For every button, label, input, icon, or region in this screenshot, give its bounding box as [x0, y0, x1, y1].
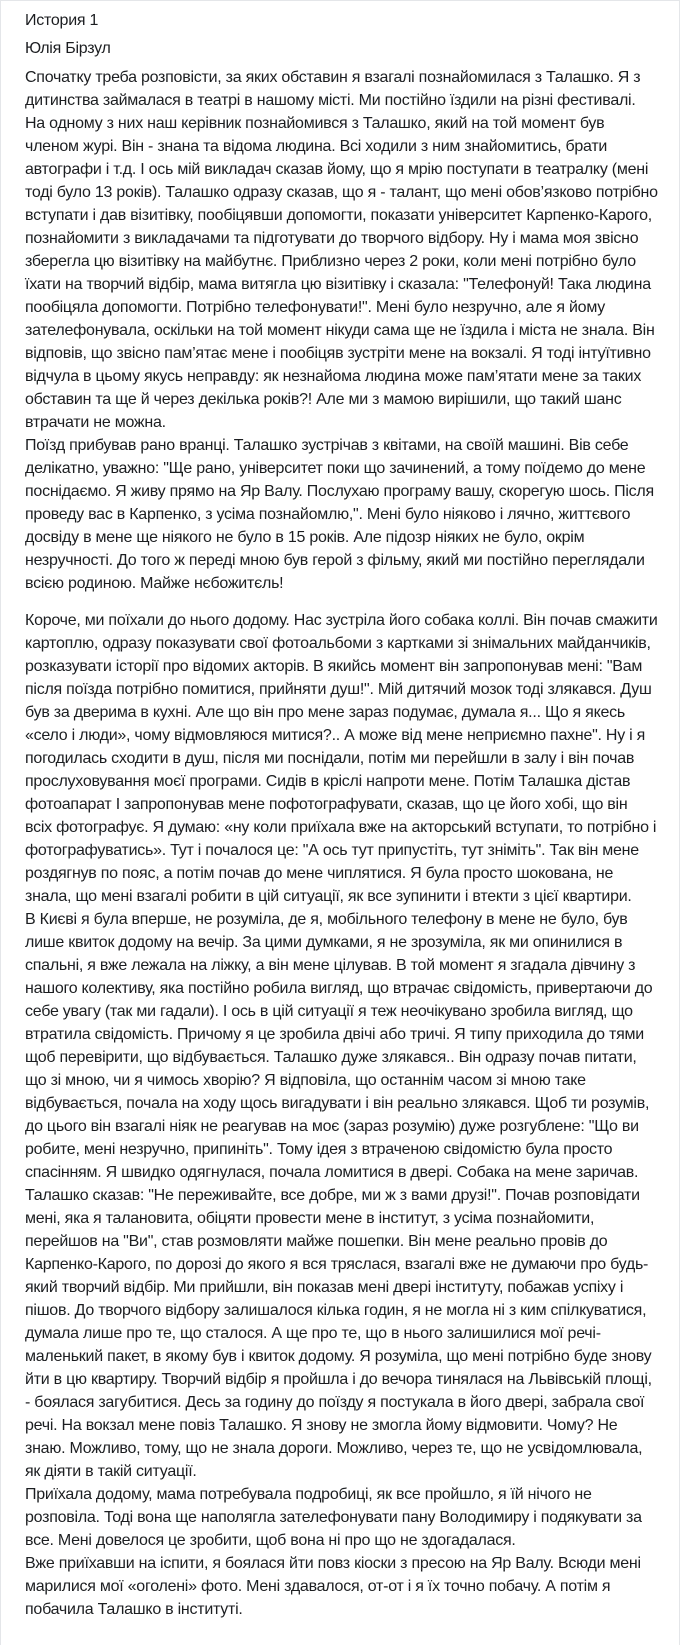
- story-paragraph: Вже приїхавши на іспити, я боялася йти повз кіоски з пресою на Яр Валу. Всюди мені марилися мої «оголені» фото. Мені здавалося, от-от і я їх точно побачу. А потім я побачила Талашко в інституті.: [25, 1555, 641, 1618]
- story-paragraph: Приїхала додому, мама потребувала подробиці, як все пройшло, я їй нічого не розповіла. Тоді вона ще наполягла зателефонувати пану Володимиру і подякувати за все. Мені довелося це зробити, щоб вона ні про що не здогадалася.: [25, 1486, 642, 1549]
- story-title: История 1: [25, 12, 99, 29]
- story-paragraph: Короче, ми поїхали до нього додому. Нас зустріла його собака коллі. Він почав смажити картоплю, одразу показувати свої фотоальбоми з картками зі знімальних майданчиків, розказувати історії про відомих акторів. В якийсь момент він запропонував мені: "Вам після поїзда потрібно помитися, прийняти душ!". Мій дитячий мозок тоді злякався. Душ був за дверима в кухні. Але що він про мене зараз подумає, думала я... Що я якесь «село і люди», чому відмовляюся митися?.. А може від мене неприємно пахне". Ну і я погодилась сходити в душ, після ми поснідали, потім ми перейшли в залу і він почав прослуховування моєї програми. Сидів в кріслі напроти мене. Потім Талашка дістав фотоапарат І запропонував мене пофотографувати, сказав, що це його хобі, що він всіх фотографує. Я думаю: «ну коли приїхала вже на акторський вступати, то потрібно і фотографуватись». Тут і почалося це: "А ось тут припустіть, тут зніміть". Так він мене роздягнув по пояс, а потім почав до мене чиплятися. Я була просто шокована, не знала, що мені взагалі робити в цій ситуації, як все зупинити і втекти з цієї квартири.: [25, 612, 658, 905]
- story-paragraph: Поїзд прибував рано вранці. Талашко зустрічав з квітами, на своїй машині. Вів себе делікатно, уважно: "Ще рано, університет поки що зачинений, а тому поїдемо до мене поснідаємо. Я живу прямо на Яр Валу. Послухаю програму вашу, скорегую шось. Після проведу вас в Карпенко, з усіма познайомлю,". Мені було ніяково і лячно, життєвого досвіду в мене ще ніякого не було в 15 років. Але підозр ніяких не було, окрім незручності. До того ж переді мною був герой з фільму, який ми постійно переглядали всією родиною. Майже нєбожитєль!: [25, 437, 654, 592]
- story-body: [25, 66, 658, 1621]
- story-author: Юлія Бірзул: [25, 40, 111, 57]
- story-paragraph: В Києві я була вперше, не розуміла, де я, мобільного телефону в мене не було, був лише квиток додому на вечір. За цими думками, я не зрозуміла, як ми опинилися в спальні, я вже лежала на ліжку, а він мене цілував. В той момент я згадала дівчину з нашого колективу, яка постійно робила вигляд, що втрачає свідомість, привертаючи до себе увагу (так ми гадали). І ось в цій ситуації я теж неочікувано зробила вигляд, що втратила свідомість. Причому я це зробила двічі або тричі. Я типу приходила до тями щоб перевірити, що відбувається. Талашко дуже злякався.. Він одразу почав питати, що зі мною, чи я чимось хворію? Я відповіла, що останнім часом зі мною таке відбувається, почала на ходу щось вигадувати і він реально злякався. Щоб ти розумів, до цього він взагалі ніяк не реагував на моє (зараз розумію) дуже розгублене: "Що ви робите, мені незручно, припиніть". Тому ідея з втраченою свідомістю була просто спасінням. Я швидко одягнулася, почала ломитися в двері. Собака на мене заричав. Талашко сказав: "Не переживайте, все добре, ми ж з вами друзі!". Почав розповідати мені, яка я талановита, обіцяти провести мене в інститут, з усіма познайомити, перейшов на "Ви", став розмовляти майже пошепки. Він мене реально провів до Карпенко-Карого, по дорозі до якого я вся тряслася, взагалі вже не думаючи про будь-який творчий відбір. Ми прийшли, він показав мені двері інституту, побажав успіху і пішов. До творчого відбору залишалося кілька годин, я не могла ні з ким спілкуватися, думала лише про те, що сталося. А ще про те, що в нього залишилися мої речі- маленький пакет, в якому був і квиток додому. Я розуміла, що мені потрібно буде знову йти в цю квартиру. Творчий відбір я пройшла і до вечора тинялася на Львівській площі, - боялася загубитися. Десь за годину до поїзду я постукала в його двері, забрала свої речі. На вокзал мене повіз Талашко. Я знову не змогла йому відмовити. Чому? Не знаю. Можливо, тому, що не знала дороги. Можливо, через те, що не усвідомлювала, як діяти в такій ситуації.: [25, 911, 653, 1480]
- story-paragraph: Спочатку треба розповісти, за яких обставин я взагалі познайомилася з Талашко. Я з дитинства займалася в театрі в нашому місті. Ми постійно їздили на різні фестивалі. На одному з них наш керівник познайомився з Талашко, який на той момент був членом журі. Він - знана та відома людина. Всі ходили з ним знайомитись, брати автографи і т.д. І ось мій викладач сказав йому, що я мрію поступати в театралку (мені тоді було 13 років). Талашко одразу сказав, що я - талант, що мені обов’язково потрібно вступати і дав візитівку, пообіцявши допомогти, показати університет Карпенко-Карого, познайомити з викладачами та підготувати до творчого відбору. Ну і мама моя звісно зберегла цю візитівку на майбутнє. Приблизно через 2 роки, коли мені потрібно було їхати на творчий відбір, мама витягла цю візитівку і сказала: "Телефонуй! Така людина пообіцяла допомогти. Потрібно телефонувати!". Мені було незручно, але я йому зателефонувала, оскільки на той момент нікуди сама ще не їздила і міста не знала. Він відповів, що звісно пам’ятає мене і пообіцяв зустріти мене на вокзалі. Я тоді інтуїтивно відчула в цьому якусь неправду: як незнайома людина може пам’ятати мене за таких обставин та ще й через декілька років?! Але ми з мамою вирішили, що такий шанс втрачати не можна.: [25, 69, 658, 431]
